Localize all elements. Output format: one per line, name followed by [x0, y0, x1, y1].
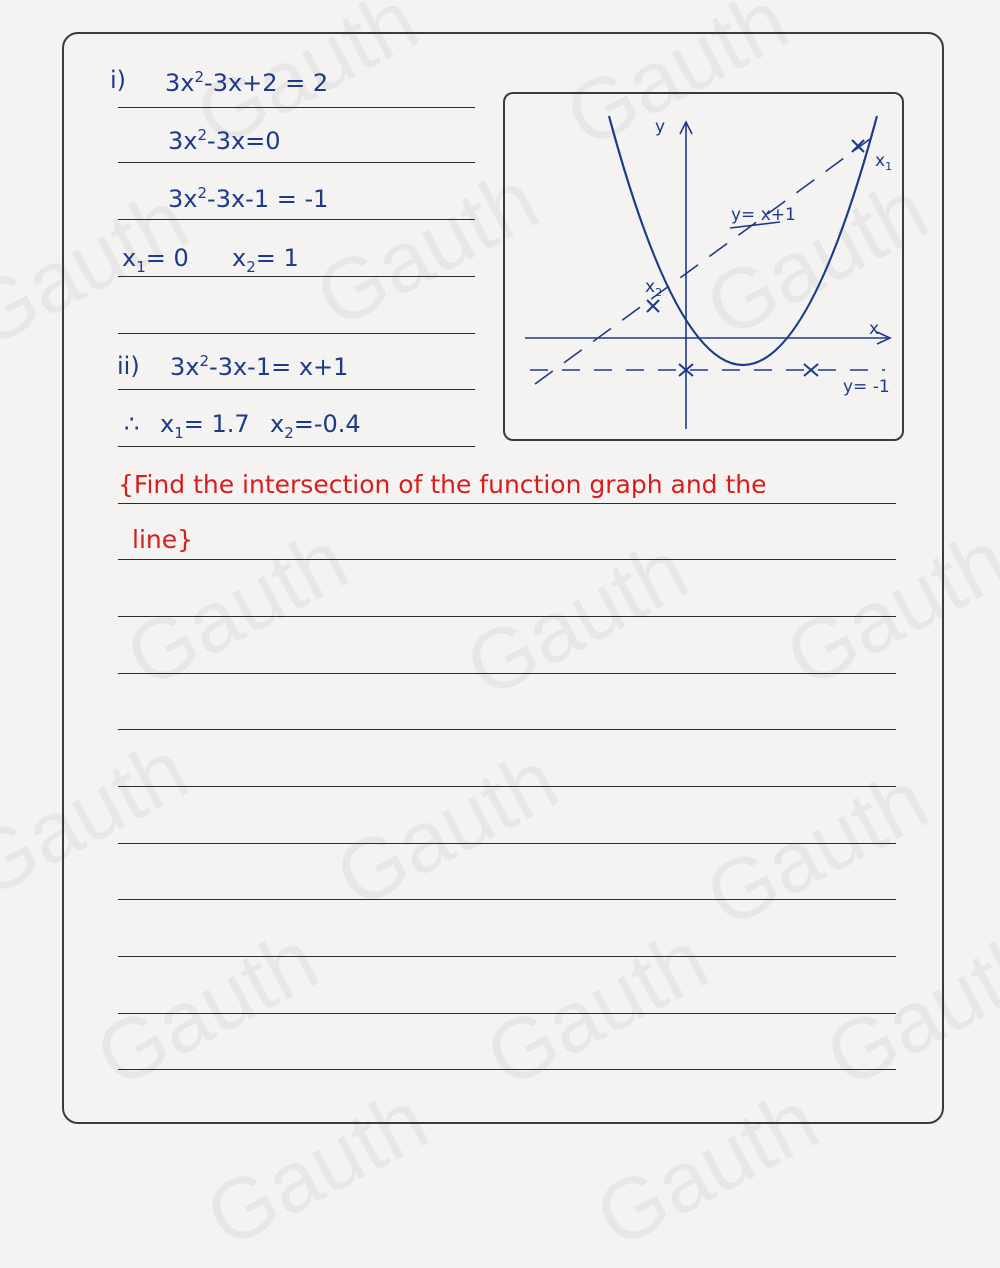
part1-equation-1	[165, 68, 328, 97]
note-line-1: {Find the intersection of the function graph and the	[118, 470, 767, 499]
function-graph	[505, 94, 904, 441]
root-var: x	[270, 410, 285, 438]
root-sub: 1	[136, 257, 146, 276]
line-y-x-plus-1	[535, 139, 870, 384]
eq-term: 3x	[168, 185, 198, 213]
note-line-2: line}	[132, 525, 194, 554]
point-x1-label	[875, 151, 892, 173]
part2-root-2	[270, 410, 361, 442]
root-var: x	[232, 244, 247, 272]
part1-equation-2	[168, 126, 281, 155]
graph-box	[503, 92, 904, 441]
root-var: x	[122, 244, 137, 272]
eq-rest: -3x+2 = 2	[204, 69, 329, 97]
root-val: = 1.7	[183, 410, 250, 438]
root-val: = 1	[255, 244, 299, 272]
part1-root-1	[122, 244, 189, 276]
eq-term: 3x	[165, 69, 195, 97]
root-sub: 1	[174, 423, 184, 442]
part1-root-2	[232, 244, 299, 276]
eq-term: 3x	[168, 127, 198, 155]
root-val: =-0.4	[293, 410, 361, 438]
therefore-symbol: ∴	[124, 410, 140, 438]
part1-equation-3	[168, 184, 328, 213]
point-var: x	[645, 277, 656, 297]
part1-marker: i)	[110, 66, 127, 94]
x-axis-label: x	[869, 319, 880, 339]
point-var: x	[875, 151, 886, 171]
root-var: x	[160, 410, 175, 438]
eq-exponent: 2	[194, 68, 205, 86]
root-sub: 2	[284, 423, 294, 442]
eq-rest: -3x=0	[207, 127, 281, 155]
part2-root-1	[160, 410, 250, 442]
line-label: y= x+1	[731, 205, 796, 225]
part2-marker: ii)	[117, 352, 140, 380]
eq-exponent: 2	[197, 126, 208, 144]
part2-equation	[170, 352, 348, 381]
eq-rest: -3x-1= x+1	[209, 353, 349, 381]
eq-exponent: 2	[199, 352, 210, 370]
eq-exponent: 2	[197, 184, 208, 202]
parabola-curve	[609, 116, 880, 365]
eq-term: 3x	[170, 353, 200, 381]
point-sub: 1	[885, 160, 893, 173]
point-sub: 2	[655, 286, 663, 299]
eq-rest: -3x-1 = -1	[207, 185, 329, 213]
root-val: = 0	[145, 244, 189, 272]
hline-label: y= -1	[843, 377, 890, 397]
root-sub: 2	[246, 257, 256, 276]
point-x2-label	[645, 277, 662, 299]
y-axis-label: y	[655, 117, 666, 137]
